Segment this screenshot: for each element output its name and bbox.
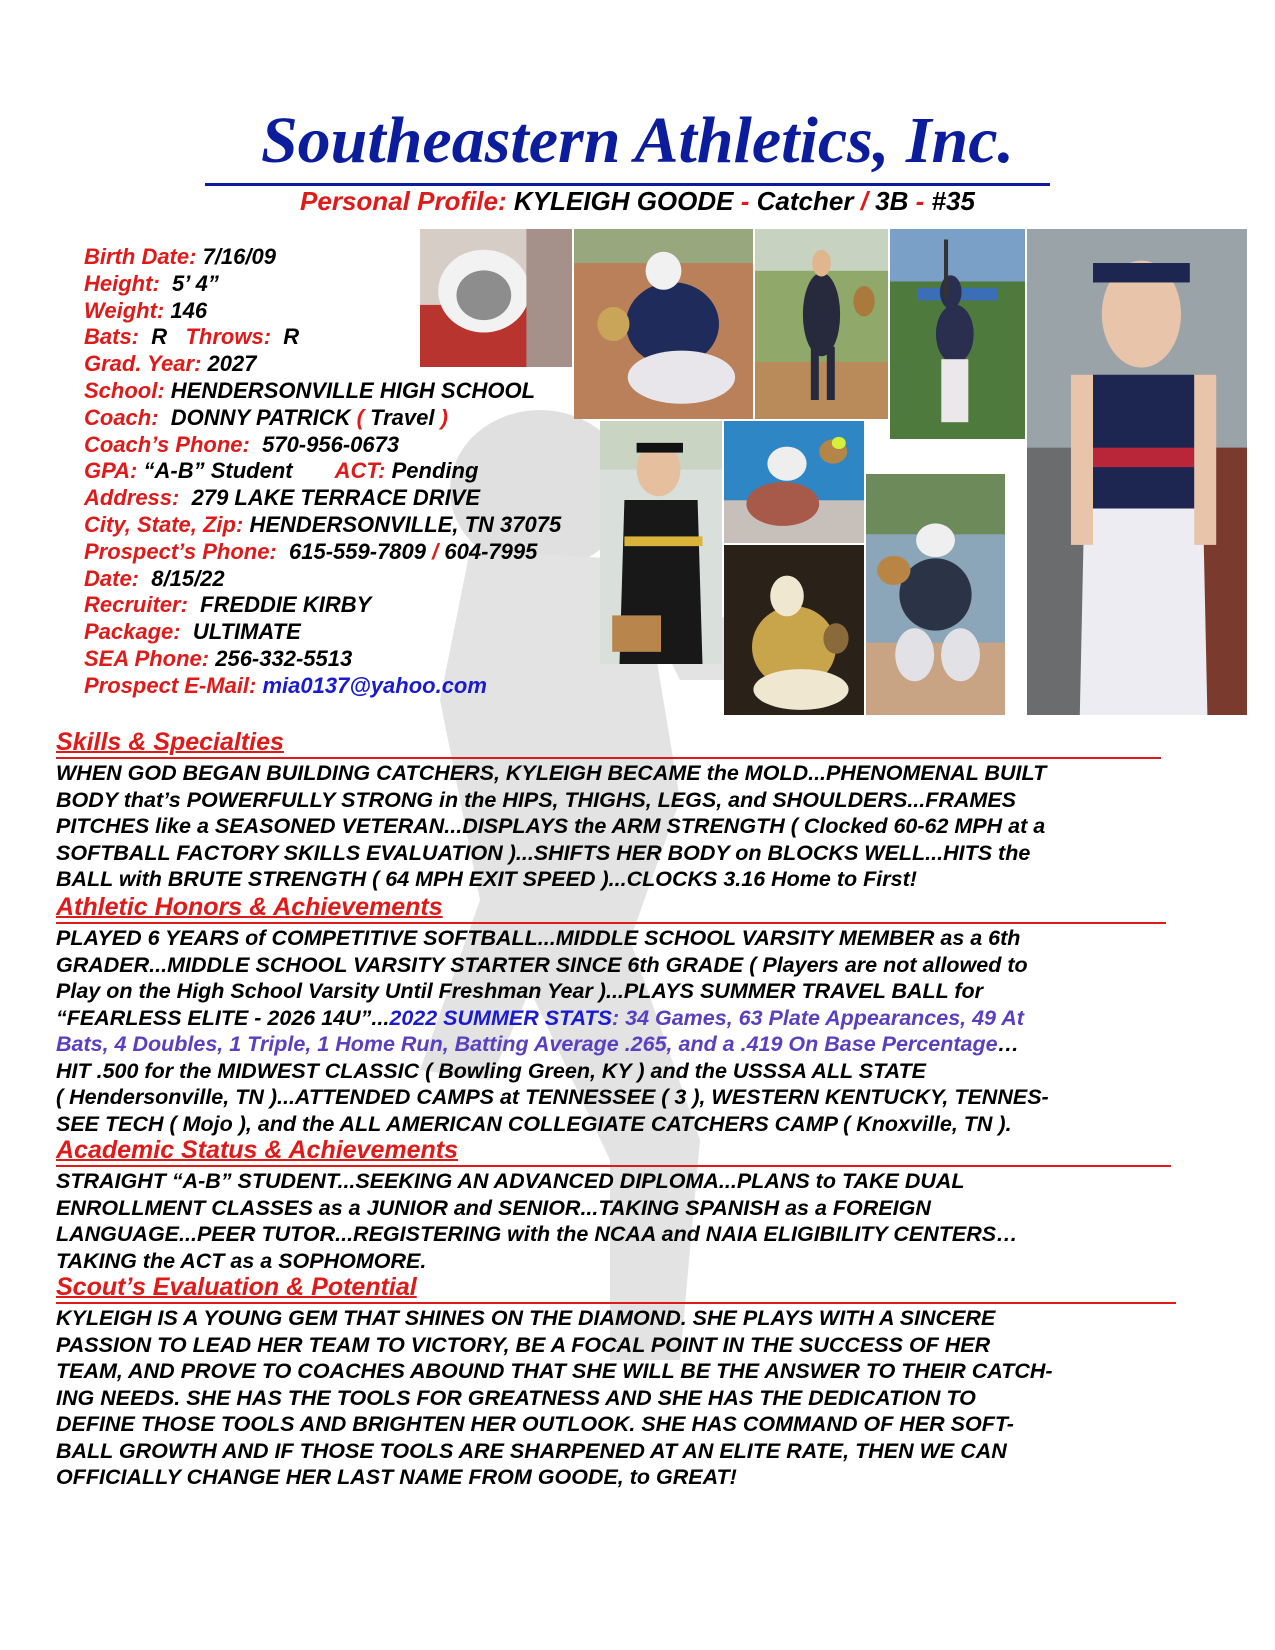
athletic-line: SEE TECH ( Mojo ), and the ALL AMERICAN COLLEGIATE CATCHERS CAMP ( Knoxville, TN ). <box>56 1111 1012 1136</box>
scout-line: ING NEEDS. SHE HAS THE TOOLS FOR GREATNESS AND SHE HAS THE DEDICATION TO <box>56 1385 976 1410</box>
value: R <box>283 324 300 350</box>
info-grad-year <box>84 351 561 378</box>
info-height <box>84 271 561 298</box>
photo-catcher-tag <box>574 229 753 419</box>
scout-line: OFFICIALLY CHANGE HER LAST NAME FROM GOODE, to GREAT! <box>56 1465 737 1489</box>
value: Pending <box>391 458 479 484</box>
athletic-line <box>56 1005 1216 1032</box>
body-skills <box>56 760 1216 893</box>
label: Throws: <box>185 324 272 350</box>
athletic-line: HIT .500 for the MIDWEST CLASSIC ( Bowling Green, KY ) and the USSSA ALL STATE <box>56 1058 927 1083</box>
photo-blocking <box>866 474 1005 715</box>
info-coach-phone <box>84 432 561 459</box>
body-athletic <box>56 925 1216 1137</box>
stats-label: 2022 SUMMER STATS <box>389 1005 612 1030</box>
athletic-line: ( Hendersonville, TN )...ATTENDED CAMPS at TENNESSEE ( 3 ), WESTERN KENTUCKY, TENNES- <box>56 1085 1049 1109</box>
skills-line: BODY that’s POWERFULLY STRONG in the HIPS, THIGHS, LEGS, and SHOULDERS...FRAMES <box>56 787 1017 812</box>
photo-commanders <box>600 421 722 664</box>
athletic-line: GRADER...MIDDLE SCHOOL VARSITY STARTER SINCE 6th GRADE ( Players are not allowed to <box>56 952 1028 977</box>
info-bats-throws <box>84 324 561 351</box>
rule-scout <box>56 1302 1176 1304</box>
sep-2: - <box>915 186 925 216</box>
label: City, State, Zip: <box>84 511 244 537</box>
label: Address: <box>84 485 180 511</box>
info-email <box>84 673 561 700</box>
value: 2027 <box>207 351 257 377</box>
position-slash: / <box>860 186 868 216</box>
academic-line: ENROLLMENT CLASSES as a JUNIOR and SENIOR...TAKING SPANISH as a FOREIGN <box>56 1195 931 1220</box>
info-date <box>84 566 561 593</box>
player-name: KYLEIGH GOODE <box>513 186 734 216</box>
value: 279 LAKE TERRACE DRIVE <box>191 485 481 511</box>
skills-line: SOFTBALL FACTORY SKILLS EVALUATION )...SHIFTS HER BODY on BLOCKS WELL...HITS the <box>56 840 1031 865</box>
info-recruiter <box>84 592 561 619</box>
heading-skills: Skills & Specialties <box>56 728 284 756</box>
athletic-line <box>56 1031 1216 1058</box>
paren: ) <box>440 404 448 430</box>
value: 604-7995 <box>444 538 538 564</box>
profile-subtitle <box>0 186 1275 217</box>
text: “FEARLESS ELITE - 2026 14U”... <box>56 1005 390 1030</box>
label: Package: <box>84 619 181 645</box>
skills-line: WHEN GOD BEGAN BUILDING CATCHERS, KYLEIGH BECAME the MOLD...PHENOMENAL BUILT <box>56 761 1047 785</box>
athletic-line: PLAYED 6 YEARS of COMPETITIVE SOFTBALL...MIDDLE SCHOOL VARSITY MEMBER as a 6th <box>56 926 1021 950</box>
stats-text: Bats, 4 Doubles, 1 Triple, 1 Home Run, Batting Average .265, and a .419 On Base Percentage <box>56 1032 998 1056</box>
skills-line: BALL with BRUTE STRENGTH ( 64 MPH EXIT SPEED )...CLOCKS 3.16 Home to First! <box>56 867 917 891</box>
label: Height: <box>84 270 160 296</box>
label: Weight: <box>84 297 165 323</box>
photo-night-catcher <box>724 545 864 715</box>
personal-info <box>84 244 561 700</box>
value: 570-956-0673 <box>262 431 400 457</box>
label: Prospect’s Phone: <box>84 538 277 564</box>
label: Recruiter: <box>84 592 188 618</box>
scout-line: TEAM, AND PROVE TO COACHES ABOUND THAT SHE WILL BE THE ANSWER TO THEIR CATCH- <box>56 1359 1053 1383</box>
jersey-number: #35 <box>931 186 975 216</box>
rule-athletic <box>56 922 1166 924</box>
body-scout <box>56 1305 1216 1491</box>
label: GPA: <box>84 458 138 484</box>
value: DONNY PATRICK <box>170 404 351 430</box>
value: R <box>151 324 168 350</box>
heading-athletic: Athletic Honors & Achievements <box>56 893 443 921</box>
photo-portrait <box>1027 229 1247 715</box>
value: 5’ 4” <box>172 270 219 296</box>
academic-line: TAKING the ACT as a SOPHOMORE. <box>56 1248 427 1273</box>
label: Grad. Year: <box>84 351 202 377</box>
value: 256-332-5513 <box>215 645 353 671</box>
value: ULTIMATE <box>192 619 301 645</box>
info-address <box>84 485 561 512</box>
label: Bats: <box>84 324 140 350</box>
scout-line: PASSION TO LEAD HER TEAM TO VICTORY, BE A FOCAL POINT IN THE SUCCESS OF HER <box>56 1332 991 1357</box>
value: 146 <box>170 297 208 323</box>
value: HENDERSONVILLE HIGH SCHOOL <box>170 377 536 403</box>
scout-line: BALL GROWTH AND IF THOSE TOOLS ARE SHARPENED AT AN ELITE RATE, THEN WE CAN <box>56 1438 1007 1463</box>
info-birth-date <box>84 244 561 271</box>
position-1: Catcher <box>756 186 854 216</box>
scout-line: DEFINE THOSE TOOLS AND BRIGHTEN HER OUTLOOK. SHE HAS COMMAND OF HER SOFT- <box>56 1412 1014 1436</box>
info-prospect-phone <box>84 539 561 566</box>
value: HENDERSONVILLE, TN 37075 <box>249 511 562 537</box>
slash: / <box>432 538 439 564</box>
info-gpa-act <box>84 458 561 485</box>
label: ACT: <box>334 458 386 484</box>
academic-line: STRAIGHT “A-B” STUDENT...SEEKING AN ADVANCED DIPLOMA...PLANS to TAKE DUAL <box>56 1169 965 1193</box>
value: “A-B” Student <box>143 458 293 484</box>
rule-academic <box>56 1165 1171 1167</box>
value: Travel <box>370 404 435 430</box>
profile-label: Personal Profile: <box>300 186 507 216</box>
academic-line: LANGUAGE...PEER TUTOR...REGISTERING with the NCAA and NAIA ELIGIBILITY CENTERS… <box>56 1222 1018 1246</box>
label: School: <box>84 377 165 403</box>
sep-1: - <box>740 186 750 216</box>
info-weight <box>84 298 561 325</box>
label: Coach’s Phone: <box>84 431 250 457</box>
photo-batting <box>890 229 1025 439</box>
text: … <box>997 1032 1020 1056</box>
label: Birth Date: <box>84 244 197 269</box>
value: 7/16/09 <box>202 244 276 269</box>
label: Prospect E-Mail: <box>84 672 257 698</box>
body-academic <box>56 1168 1216 1274</box>
rule-skills <box>56 757 1161 759</box>
email-link[interactable]: mia0137@yahoo.com <box>262 672 487 698</box>
label: SEA Phone: <box>84 645 210 671</box>
stats-text: : 34 Games, 63 Plate Appearances, 49 At <box>611 1005 1024 1030</box>
photo-catching-ball <box>724 421 864 543</box>
heading-scout: Scout’s Evaluation & Potential <box>56 1273 417 1301</box>
info-school <box>84 378 561 405</box>
company-title: Southeastern Athletics, Inc. <box>260 104 1015 177</box>
info-sea-phone <box>84 646 561 673</box>
value: FREDDIE KIRBY <box>200 592 372 618</box>
value: 8/15/22 <box>151 565 225 591</box>
paren: ( <box>356 404 364 430</box>
heading-academic: Academic Status & Achievements <box>56 1136 459 1164</box>
info-coach <box>84 405 561 432</box>
info-city <box>84 512 561 539</box>
label: Date: <box>84 565 140 591</box>
photo-fielding <box>755 229 888 419</box>
scout-line: KYLEIGH IS A YOUNG GEM THAT SHINES ON THE DIAMOND. SHE PLAYS WITH A SINCERE <box>56 1306 996 1330</box>
info-package <box>84 619 561 646</box>
athletic-line: Play on the High School Varsity Until Freshman Year )...PLAYS SUMMER TRAVEL BALL for <box>56 979 984 1003</box>
position-2: 3B <box>875 186 909 216</box>
skills-line: PITCHES like a SEASONED VETERAN...DISPLAYS the ARM STRENGTH ( Clocked 60-62 MPH at a <box>56 814 1046 838</box>
label: Coach: <box>84 404 159 430</box>
value: 615-559-7809 <box>289 538 427 564</box>
